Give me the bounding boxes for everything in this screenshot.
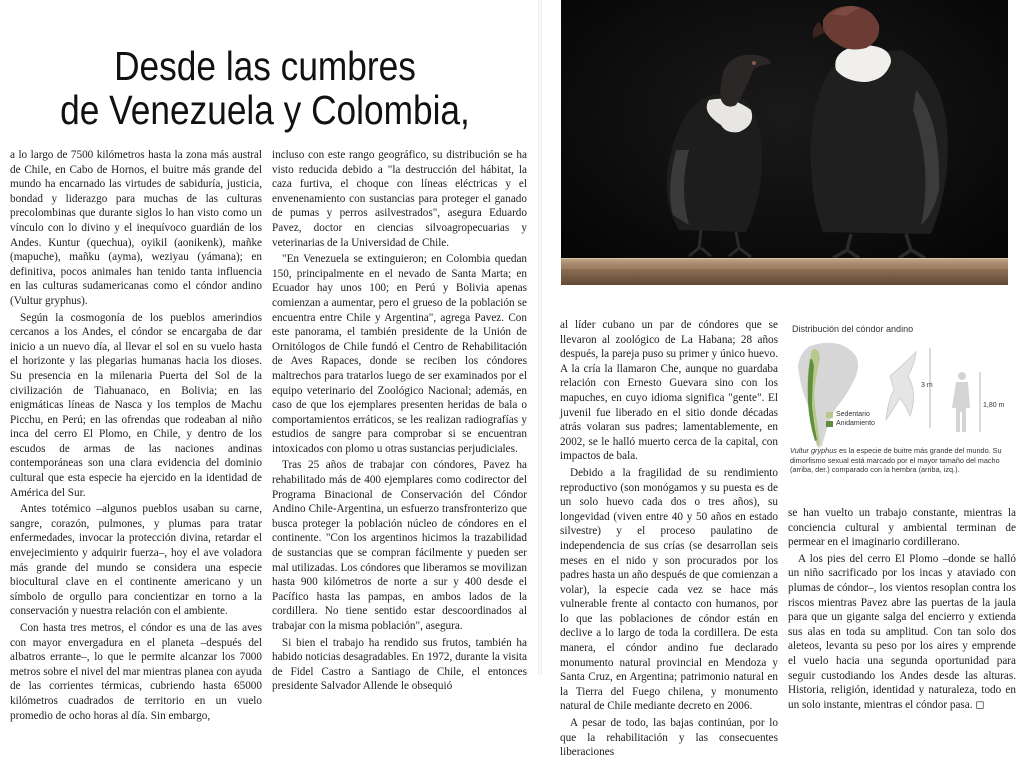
paragraph: incluso con este rango geográfico, su distribución se ha visto reducida debido a "la destrucción del hábitat, la caza furtiva, el choque con líneas eléctricas y el envenenamiento con sustancias para proteger el ganado de pumas y perros asilvestrados", asegura Eduardo Pavez, doctor en ciencias silvoagropecuarias y veterinarias de la Universidad de Chile. — [272, 149, 527, 249]
legend-item — [826, 419, 875, 428]
wooden-perch — [561, 258, 1008, 285]
condors-illustration — [561, 0, 1008, 285]
headline-line-1: Desde las cumbres — [114, 43, 416, 89]
paragraph: al líder cubano un par de cóndores que se llevaron al zoológico de La Habana; 28 años después, la pareja puso su primer y único huevo. A la cría la llamaron Che, aunque no guardaba relación con Ernesto Guevara sino con los mapuches, en cuyo idioma significa "gente". El juvenil fue liberado en el sitio donde décadas atrás volaran sus padres; lamentablemente, en 2002, se le halló muerto cerca de la capital, con impactos de bala. — [560, 319, 778, 463]
text-column-2 — [272, 148, 527, 694]
paragraph: Según la cosmogonía de los pueblos amerindios cercanos a los Andes, el cóndor se encargaba de dar inicio a un nuevo día, al llevar el sol en su vuelo hasta el horizonte y las plegarias humanas hacia los dioses. Su presencia en la milenaria Puerta del Sol de la civilización de Tiahuanaco, en Bolivia; en las enigmáticas líneas de Nasca y los templos de Machu Picchu, en Perú; en las ofrendas que rodeaban al niño inca del cerro El Plomo, en Chile, y dentro de los escudos de armas de las naciones andinas contemporáneas son una clara evidencia del dominio cultural que esta especie ha ejercido en la identidad de América del Sur. — [10, 311, 262, 499]
human-height-label: 1,80 m — [983, 402, 1005, 409]
text-column-4 — [788, 506, 1016, 712]
legend-label: Sedentario — [836, 411, 870, 418]
text-column-3 — [560, 318, 778, 760]
infographic-title: Distribución del cóndor andino — [792, 324, 914, 334]
caption-species: Vultur gryphus — [790, 446, 837, 455]
wingspan-label: 3 m — [921, 382, 933, 389]
legend-label: Anidamiento — [836, 420, 875, 427]
headline-line-2: de Venezuela y Colombia, — [60, 87, 470, 133]
condor-photo — [561, 0, 1008, 285]
text-column-1 — [10, 148, 262, 723]
headline — [37, 44, 493, 132]
legend-item — [826, 410, 875, 419]
paragraph: a lo largo de 7500 kilómetros hasta la zona más austral de Chile, en Cabo de Hornos, el buitre más grande del mundo ha encarnado las virtudes de sabiduría, justicia, bondad y liderazgo para muchas de las culturas precolombinas que durante siglos lo han visto como un vínculo con lo divino y el inequívoco guardián de los Andes. Kuntur (quechua), oyikil (aonikenk), mañke (mapuche), mañku (ayma), weziyau (yámana); en definitiva, pocos animales han tenido tanta influencia en las culturas sudamericanas como el cóndor andino (Vultur gryphus). — [10, 149, 262, 307]
photo-caption — [790, 446, 1018, 475]
caption-text: es la especie de buitre más grande del mundo. Su dimorfismo sexual está marcado por el mayor tamaño del macho (arriba, der.) comparado con la hembra (arriba, izq.). — [790, 446, 1002, 474]
paragraph: Antes totémico –algunos pueblos usaban su carne, sangre, corazón, pulmones, y plumas para tratar enfermedades, invocar la protección divina, retardar el envejecimiento y adquirir fuerza–, hoy el ave voladora más grande del mundo se considera una especie biocultural clave en el continente americano y un símbolo de orgullo para concientizar en torno a la conservación y nuestra relación con el ambiente. — [10, 503, 262, 618]
map-legend — [826, 410, 875, 428]
south-america-map — [790, 336, 1016, 456]
legend-swatch — [826, 421, 833, 427]
legend-swatch — [826, 412, 833, 418]
paragraph: se han vuelto un trabajo constante, mientras la conciencia cultural y ambiental terminan de permear en el imaginario cordillerano. — [788, 507, 1016, 549]
paragraph: A los pies del cerro El Plomo –donde se halló un niño sacrificado por los incas y ataviado con plumas de cóndor–, los vientos resoplan contra los riscos mientras Pavez abre las puertas de la jaula para que un gigante salga del encierro y extienda sus alas en toda su amplitud. Con tan solo dos aleteos, levanta su peso por los aires y emprende el vuelo hacia una segunda oportunidad para seguir custodiando los Andes desde las alturas. Historia, religión, identidad y naturaleza, todo en un solo instante, mientras el cóndor pasa. ◻ — [788, 552, 1016, 711]
paragraph: A pesar de todo, las bajas continúan, por lo que la rehabilitación y las consecuentes liberaciones — [560, 717, 778, 759]
paragraph: Tras 25 años de trabajar con cóndores, Pavez ha rehabilitado más de 400 ejemplares como codirector del Programa Binacional de Conservación del Cóndor Andino Chile-Argentina, un esfuerzo transfronterizo que busca proteger la población núcleo de cóndores en el continente. "Con los argentinos hicimos la trazabilidad de sustancias que se compran fácilmente y pueden ser mal utilizadas. Los cóndores que liberamos se movilizan hasta 900 kilómetros de norte a sur y 400 desde el Pacífico hasta las pampas, en ambos lados de la cordillera. No tiene sentido estar descoordinados al trabajar con la misma población", asegura. — [272, 459, 527, 632]
paragraph: Con hasta tres metros, el cóndor es una de las aves con mayor envergadura en el planeta –después del albatros errante–, lo que le permite alcanzar los 7000 metros sobre el nivel del mar mientras planea con ayuda de las corrientes térmicas, cubriendo hasta 65000 kilómetros cuadrados de territorio en un vuelo promedio de ocho horas al día. Sin embargo, — [10, 622, 262, 722]
page-gutter — [538, 0, 542, 675]
paragraph: Si bien el trabajo ha rendido sus frutos, también ha habido noticias desagradables. En 1972, durante la visita de Fidel Castro a Santiago de Chile, el entonces presidente Salvador Allende le obsequió — [272, 636, 527, 693]
paragraph: "En Venezuela se extinguieron; en Colombia quedan 150, principalmente en el nevado de Santa Marta; en Ecuador hay unos 100; en Perú y Bolivia apenas comienzan a aumentar, pero el grueso de la población se encuentra entre Chile y Argentina", agrega Pavez. Con este panorama, el también presidente de la Unión de Ornitólogos de Chile fundó el Centro de Rehabilitación de Aves Rapaces, donde se reciben los cóndores maltrechos para tratarlos luego de ser examinados por el equipo veterinario del Zoológico Nacional; además, en caso de que los ejemplares presenten heridas de bala o comportamientos erráticos, se les realizan radiografías y estudios de sangre para comprobar si se encuentran intoxicados con plomo u otras sustancias perjudiciales. — [272, 253, 527, 455]
paragraph: Debido a la fragilidad de su rendimiento reproductivo (son monógamos y su puesta es de un solo huevo cada dos o tres años), su longevidad (viven entre 40 y 50 años en estado silvestre) y el proceso paulatino de independencia de sus crías (se desarrollan seis meses en el nido y son procurados por los padres hasta un año después de que comienzan a volar), la especie cada vez se hace más vulnerable frente al contacto con humanos, por lo que las poblaciones de cóndor están en declive a lo largo de toda la cordillera. De esta manera, el cóndor andino fue declarado monumento natural provincial en Mendoza y Santa Cruz, en Argentina; patrimonio natural en la Tierra del Fuego chilena, y monumento natural de Chile mediante decreto en 2006. — [560, 466, 778, 713]
